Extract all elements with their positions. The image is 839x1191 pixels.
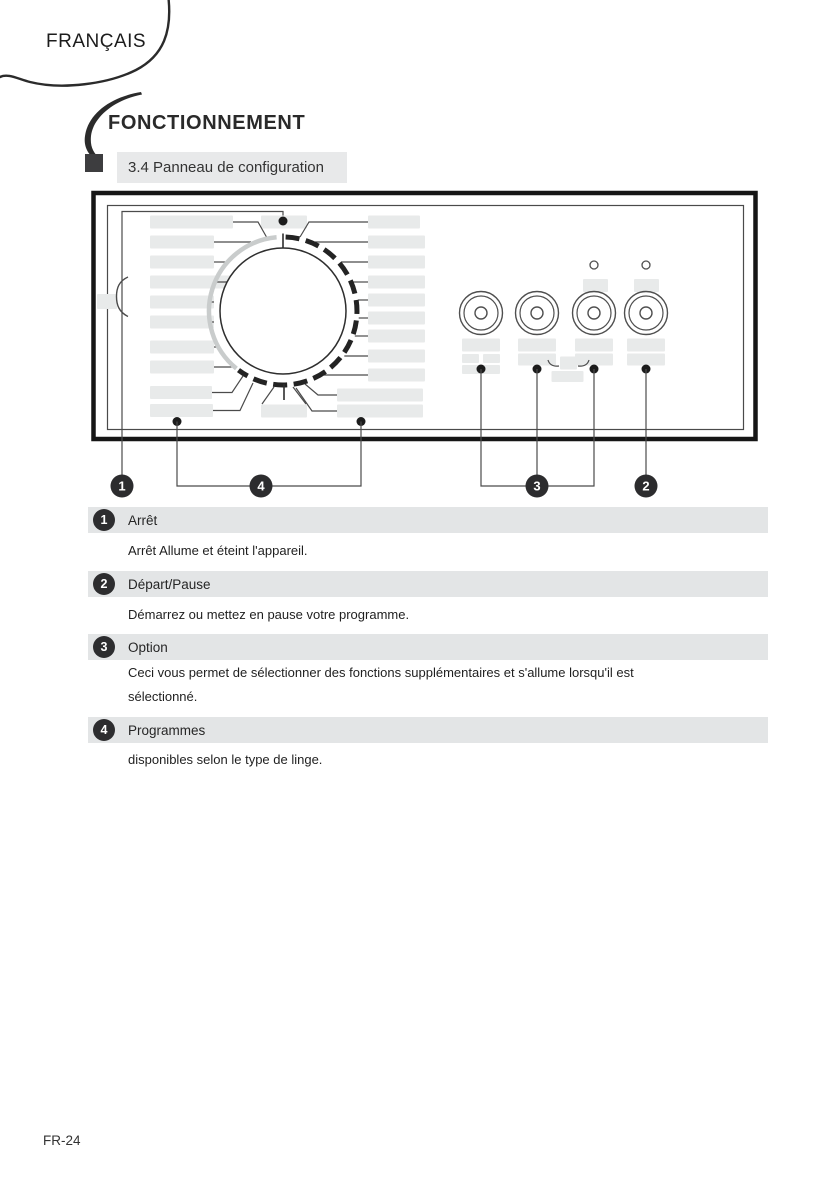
section-programmes-header	[88, 717, 768, 743]
page-title: FONCTIONNEMENT	[108, 112, 306, 134]
section-title: Arrêt	[128, 512, 158, 528]
section-option-body: Ceci vous permet de sélectionner des fonctions supplémentaires et s'allume lorsqu'il est sélectionné.	[128, 665, 634, 704]
section-option-header	[88, 634, 768, 660]
language-label: FRANÇAIS	[46, 31, 147, 52]
section-arret-body: Arrêt Allume et éteint l'appareil.	[128, 543, 308, 558]
arret-position-dot	[279, 217, 288, 226]
section-number-badge: 3	[93, 636, 115, 658]
section-depart-pause-header	[88, 571, 768, 597]
marker-programmes	[250, 475, 273, 498]
section-number-badge: 1	[93, 509, 115, 531]
button-option-2	[516, 292, 559, 335]
button-option-3	[573, 292, 616, 335]
section-title: Départ/Pause	[128, 576, 211, 592]
subsection-title: 3.4 Panneau de configuration	[117, 152, 347, 183]
section-programmes-body: disponibles selon le type de linge.	[128, 752, 323, 767]
section-arret-header	[88, 507, 768, 533]
marker-arret	[111, 475, 134, 498]
marker-option	[526, 475, 549, 498]
section-depart-pause-body: Démarrez ou mettez en pause votre programme.	[128, 607, 410, 622]
svg-text:4: 4	[257, 478, 265, 494]
button-option-1	[460, 292, 503, 335]
section-number-badge: 4	[93, 719, 115, 741]
control-panel-diagram	[0, 0, 839, 505]
page-number: FR-24	[43, 1133, 81, 1148]
section-title: Option	[128, 639, 168, 655]
led-indicator	[642, 261, 650, 269]
button-start-pause	[625, 292, 668, 335]
svg-text:3: 3	[533, 478, 541, 494]
led-indicator	[590, 261, 598, 269]
marker-depart-pause	[635, 475, 658, 498]
section-title: Programmes	[128, 722, 206, 738]
section-number-badge: 2	[93, 573, 115, 595]
svg-text:2: 2	[642, 478, 650, 494]
dial-knob	[220, 248, 346, 374]
svg-text:1: 1	[118, 478, 126, 494]
